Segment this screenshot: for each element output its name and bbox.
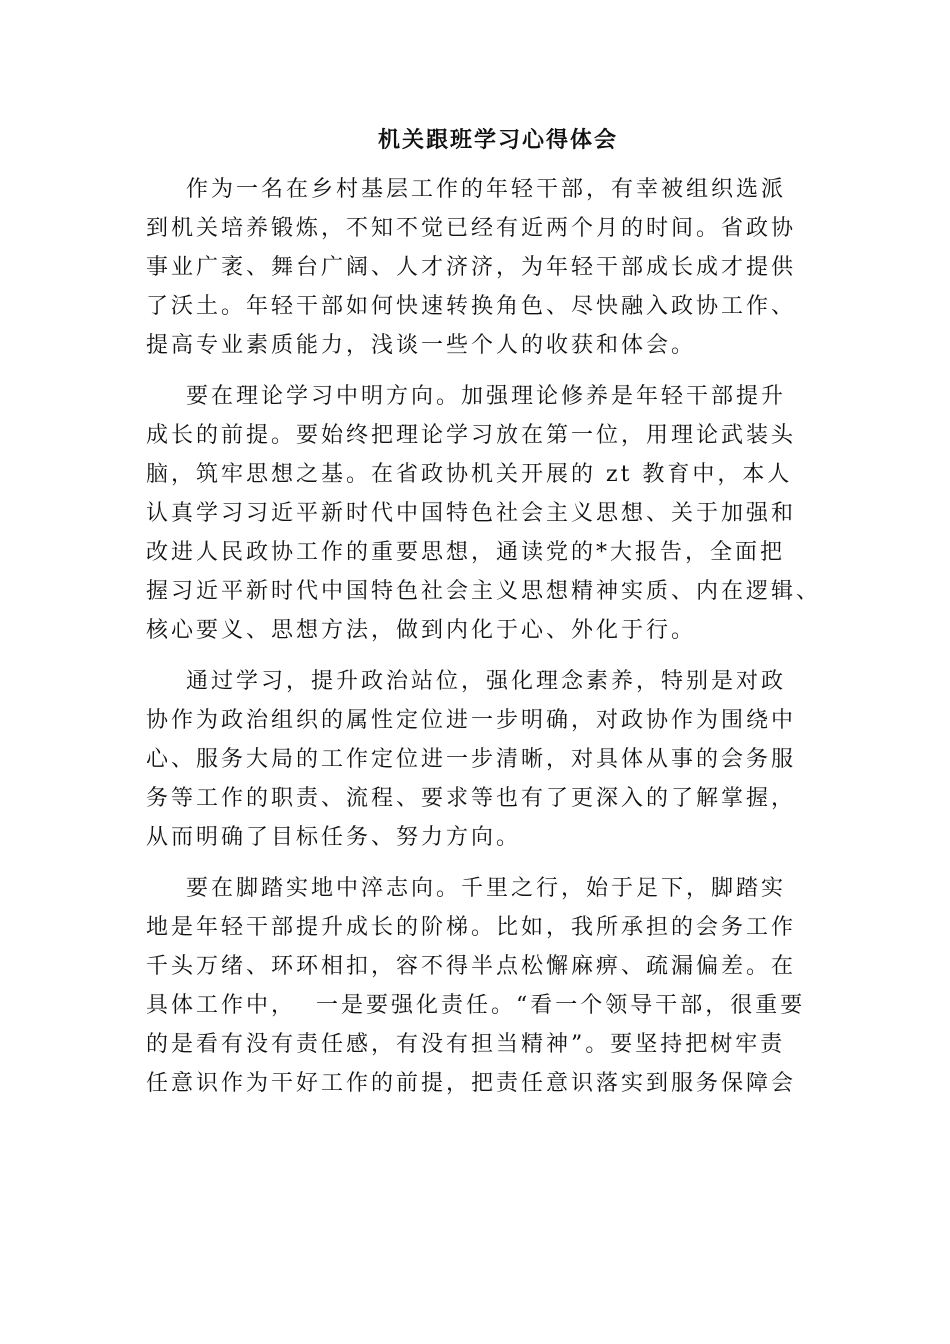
text-line: 改进人民政协工作的重要思想，通读党的*大报告，全面把 <box>146 540 786 565</box>
text-line: 的是看有没有责任感，有没有担当精神”。要坚持把树牢责 <box>146 1032 786 1057</box>
document-title: 机关跟班学习心得体会 <box>377 127 618 153</box>
text-line: 作为一名在乡村基层工作的年轻干部，有幸被组织选派 <box>146 177 786 202</box>
text-line: 协作为政治组织的属性定位进一步明确，对政协作为围绕中 <box>146 708 797 733</box>
text-line: 事业广袤、舞台广阔、人才济济，为年轻干部成长成才提供 <box>146 255 797 280</box>
text-line: 任意识作为干好工作的前提，把责任意识落实到服务保障会 <box>146 1071 797 1096</box>
text-line: 地是年轻干部提升成长的阶梯。比如，我所承担的会务工作 <box>146 915 797 940</box>
text-line: 通过学习，提升政治站位，强化理念素养，特别是对政 <box>146 669 786 694</box>
text-line: 务等工作的职责、流程、要求等也有了更深入的了解掌握， <box>146 786 797 811</box>
document-body <box>146 170 826 1115</box>
text-line: 要在脚踏实地中淬志向。千里之行，始于足下，脚踏实 <box>146 876 786 901</box>
text-line: 要在理论学习中明方向。加强理论修养是年轻干部提升 <box>146 384 786 409</box>
text-line: 到机关培养锻炼，不知不觉已经有近两个月的时间。省政协 <box>146 216 797 241</box>
text-line: 脑，筑牢思想之基。在省政协机关开展的 zt 教育中，本人 <box>146 462 793 487</box>
text-line: 核心要义、思想方法，做到内化于心、外化于行。 <box>146 618 697 643</box>
text-line: 心、服务大局的工作定位进一步清晰，对具体从事的会务服 <box>146 747 797 772</box>
text-line: 提高专业素质能力，浅谈一些个人的收获和体会。 <box>146 333 697 358</box>
text-line: 成长的前提。要始终把理论学习放在第一位，用理论武装头 <box>146 423 797 448</box>
paragraph-4 <box>146 869 826 1103</box>
paragraph-1 <box>146 170 826 365</box>
paragraph-2 <box>146 377 826 650</box>
text-line: 认真学习习近平新时代中国特色社会主义思想、关于加强和 <box>146 501 797 526</box>
text-line: 了沃土。年轻干部如何快速转换角色、尽快融入政协工作、 <box>146 294 797 319</box>
text-line: 从而明确了目标任务、努力方向。 <box>146 825 522 850</box>
paragraph-3 <box>146 662 826 857</box>
text-line: 千头万绪、环环相扣，容不得半点松懈麻痹、疏漏偏差。在 <box>146 954 797 979</box>
text-line: 具体工作中， 一是要强化责任。“看一个领导干部，很重要 <box>146 993 806 1018</box>
text-line: 握习近平新时代中国特色社会主义思想精神实质、内在逻辑、 <box>146 579 822 604</box>
